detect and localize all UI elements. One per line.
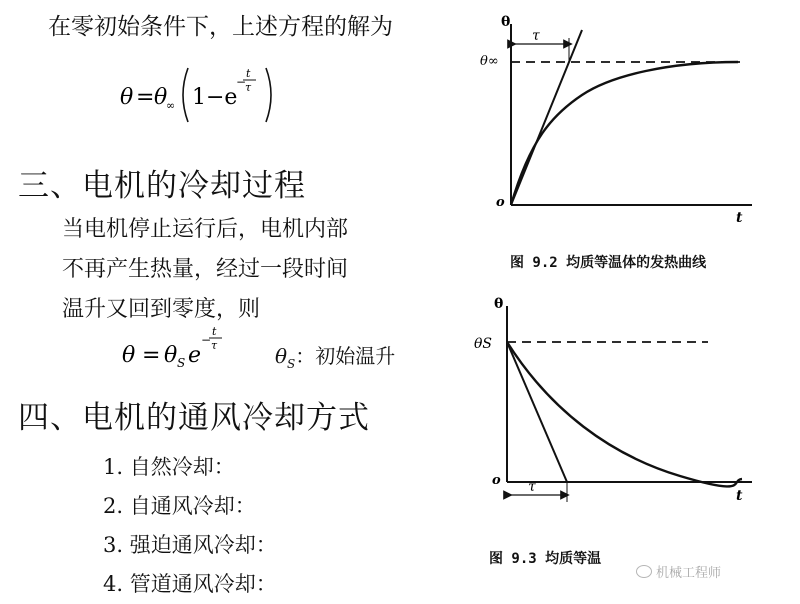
formula-theta: θ — [154, 85, 168, 110]
heating-curve — [511, 62, 738, 205]
note-text: ：初始温升 — [295, 344, 396, 368]
figure-heating-curve — [470, 0, 800, 240]
formula2-sub-s: S — [177, 356, 186, 370]
figure-caption-9-3: 图 9.3 均质等温 — [489, 551, 602, 567]
formula-one-minus-e: 1−e — [192, 85, 238, 110]
formula2-lhs: θ — [122, 343, 136, 368]
ventilation-list — [103, 448, 277, 604]
tangent-line — [507, 342, 567, 482]
list-item: 3. 强迫通风冷却： — [103, 533, 277, 557]
formula-exp-minus: − — [236, 75, 247, 89]
formula-eq: = — [136, 85, 155, 110]
watermark — [636, 562, 721, 581]
note-sub-s: S — [287, 357, 296, 371]
asymptote-label: θ∞ — [480, 54, 499, 69]
cooling-paragraph — [62, 210, 348, 330]
intro-text: 在零初始条件下，上述方程的解为 — [48, 14, 393, 40]
figure-caption-9-2: 图 9.2 均质等温体的发热曲线 — [510, 255, 707, 271]
right-paren — [266, 68, 271, 122]
formula2-e: e — [188, 343, 202, 368]
paragraph-line: 当电机停止运行后，电机内部 — [62, 217, 349, 242]
list-item: 2. 自通风冷却： — [103, 494, 256, 518]
formula-exp-t: t — [246, 67, 251, 80]
watermark-text: 机械工程师 — [656, 566, 722, 581]
formula-sub-inf: ∞ — [166, 99, 176, 112]
list-item: 1. 自然冷却： — [103, 455, 235, 479]
start-value-label: θS — [474, 336, 493, 352]
cooling-curve — [507, 342, 742, 486]
list-item: 4. 管道通风冷却： — [103, 572, 277, 596]
x-axis-label: t — [736, 210, 743, 226]
formula2-exp-t: t — [212, 325, 217, 338]
chat-bubble-icon — [636, 565, 652, 578]
formula-lhs: θ — [120, 85, 134, 110]
paragraph-line: 不再产生热量，经过一段时间 — [62, 257, 349, 282]
paragraph-line: 温升又回到零度，则 — [62, 297, 261, 322]
figure-cooling-curve — [470, 290, 800, 520]
formula-heating — [118, 62, 288, 128]
tau-label: τ — [528, 479, 536, 495]
section-heading-ventilation: 四、电机的通风冷却方式 — [18, 400, 370, 436]
formula2-eq: = — [142, 343, 161, 368]
formula2-exp-minus: − — [201, 333, 212, 347]
left-paren — [183, 68, 188, 122]
section-heading-cooling: 三、电机的冷却过程 — [18, 168, 306, 204]
y-axis-label: θ — [494, 296, 504, 312]
x-axis-label: t — [736, 488, 743, 504]
origin-label: o — [496, 195, 505, 210]
tau-label: τ — [532, 28, 540, 44]
initial-temp-note — [275, 340, 395, 371]
origin-label: o — [492, 473, 501, 488]
formula-exp-tau: τ — [245, 81, 252, 94]
y-axis-label: θ — [501, 14, 511, 30]
formula2-theta: θ — [164, 343, 178, 368]
formula-cooling — [118, 322, 298, 378]
tangent-line — [511, 30, 582, 205]
note-theta: θ — [275, 344, 288, 368]
formula2-exp-tau: τ — [211, 339, 218, 352]
